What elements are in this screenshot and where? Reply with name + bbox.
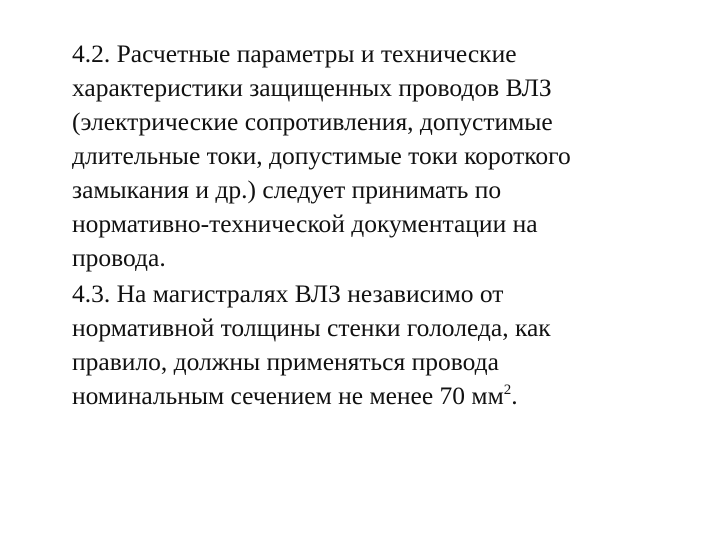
- text-line: провода.: [72, 243, 166, 272]
- text-line: замыкания и др.) следует принимать по: [72, 175, 502, 204]
- text-line: нормативной толщины стенки гололеда, как: [72, 313, 551, 342]
- text-segment: номинальным сечением не менее 70 мм: [72, 381, 504, 410]
- text-line-with-superscript: [72, 379, 672, 413]
- text-line: (электрические сопротивления, допустимые: [72, 107, 553, 136]
- text-segment-period: .: [511, 381, 518, 410]
- superscript-exponent: 2: [503, 381, 512, 398]
- paragraph-4-3: [72, 277, 672, 413]
- slide-body-text: [72, 37, 672, 415]
- text-line: 4.2. Расчетные параметры и технические: [72, 39, 517, 68]
- paragraph-4-2: [72, 37, 672, 275]
- text-line: правило, должны применяться провода: [72, 347, 499, 376]
- text-line: нормативно-технической документации на: [72, 209, 538, 238]
- text-line: характеристики защищенных проводов ВЛЗ: [72, 73, 552, 102]
- text-line: 4.3. На магистралях ВЛЗ независимо от: [72, 279, 504, 308]
- text-line: длительные токи, допустимые токи короткого: [72, 141, 571, 170]
